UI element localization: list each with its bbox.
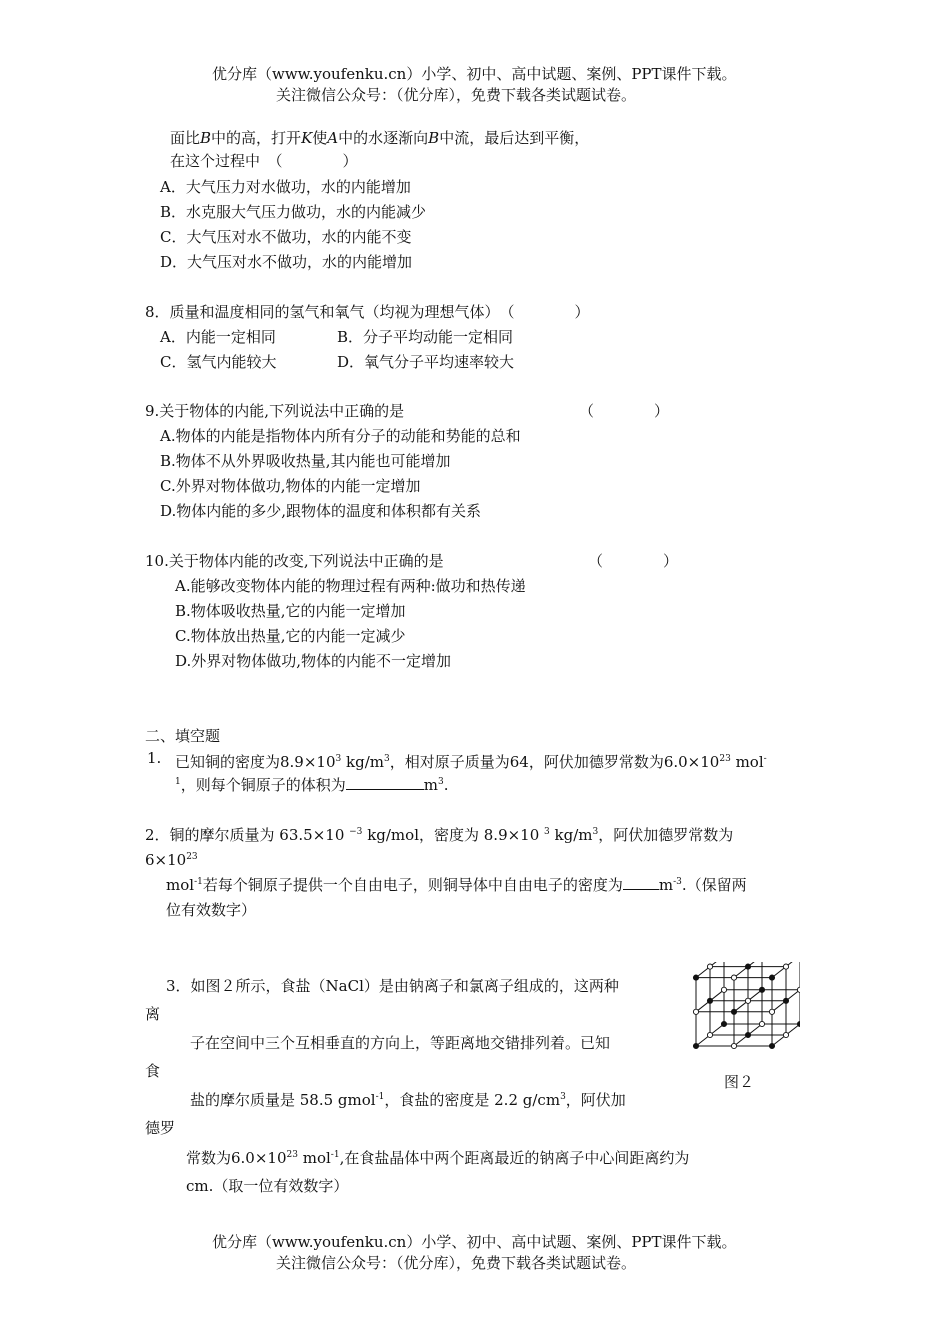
chloride-ion xyxy=(745,998,750,1003)
sodium-ion xyxy=(731,1009,736,1014)
fill2-answer-blank[interactable] xyxy=(623,875,659,890)
chloride-ion xyxy=(731,1043,736,1048)
q10-option-c: C.物体放出热量,它的内能一定减少 xyxy=(175,627,406,645)
figure-2-label: 图２ xyxy=(724,1073,755,1091)
nacl-crystal-lattice-figure xyxy=(688,962,800,1060)
sodium-ion xyxy=(797,1021,800,1026)
header-line-2: 关注微信公众号：（优分库），免费下载各类试题试卷。 xyxy=(276,86,637,104)
chloride-ion xyxy=(731,975,736,980)
q7-option-b: B．水克服大气压力做功，水的内能减少 xyxy=(160,203,427,221)
q10-option-a: A.能够改变物体内能的物理过程有两种:做功和热传递 xyxy=(175,577,526,595)
fill3-line-8: cm.（取一位有效数字） xyxy=(186,1177,349,1195)
fill3-line-6: 德罗 xyxy=(145,1119,176,1137)
q10-answer-paren: （ ） xyxy=(588,552,679,570)
q9-stem: 9.关于物体的内能,下列说法中正确的是 xyxy=(145,402,405,420)
q7-option-d: D．大气压对水不做功，水的内能增加 xyxy=(160,253,413,271)
sodium-ion xyxy=(693,1043,698,1048)
fill2-line-2: $6\times 10^{23}$ xyxy=(145,851,198,869)
chloride-ion xyxy=(769,1009,774,1014)
fill1-answer-blank[interactable] xyxy=(346,775,424,790)
sodium-ion xyxy=(745,1032,750,1037)
fill3-line-3: 子在空间中三个互相垂直的方向上，等距离地交错排列着。已知 xyxy=(190,1034,611,1052)
q9-option-d: D.物体内能的多少,跟物体的温度和体积都有关系 xyxy=(160,502,482,520)
lattice-ions xyxy=(693,962,800,1049)
q8-option-d: D．氧气分子平均速率较大 xyxy=(337,353,515,371)
q10-option-b: B.物体吸收热量,它的内能一定增加 xyxy=(175,602,406,620)
chloride-ion xyxy=(707,1032,712,1037)
chloride-ion xyxy=(797,987,800,992)
q9-option-b: B.物体不从外界吸收热量,其内能也可能增加 xyxy=(160,452,451,470)
header-line-1: 优分库（www.youfenku.cn）小学、初中、高中试题、案例、PPT课件下载。 xyxy=(212,65,737,83)
footer-line-2: 关注微信公众号：（优分库），免费下载各类试题试卷。 xyxy=(276,1254,637,1272)
fill1-line-2: $^1$，则每个铜原子的体积为 $m^3$. xyxy=(175,776,449,794)
sodium-ion xyxy=(693,975,698,980)
fill1-number: 1. xyxy=(147,749,162,767)
q8-option-a: A．内能一定相同 xyxy=(160,328,276,346)
q9-answer-paren: （ ） xyxy=(579,402,670,420)
sodium-ion xyxy=(769,975,774,980)
chloride-ion xyxy=(759,1021,764,1026)
chloride-ion xyxy=(707,964,712,969)
fill3-line-4: 食 xyxy=(145,1062,161,1080)
fill2-line-1: 2．铜的摩尔质量为 63.5×10 $^{-3}$ kg/mol，密度为 8.9×10 $^3$ $kg/m^3$，阿伏加德罗常数为 xyxy=(145,826,734,844)
sodium-ion xyxy=(759,987,764,992)
section-title-fill-in: 二、填空题 xyxy=(145,727,221,745)
q8-stem: 8．质量和温度相同的氢气和氧气（均视为理想气体） （ ） xyxy=(145,303,590,321)
q9-option-a: A.物体的内能是指物体内所有分子的动能和势能的总和 xyxy=(160,427,521,445)
footer-line-1: 优分库（www.youfenku.cn）小学、初中、高中试题、案例、PPT课件下载。 xyxy=(212,1233,737,1251)
chloride-ion xyxy=(783,964,788,969)
q7-option-a: A．大气压力对水做功，水的内能增加 xyxy=(160,178,411,196)
q9-option-c: C.外界对物体做功,物体的内能一定增加 xyxy=(160,477,421,495)
q8-option-b: B．分子平均动能一定相同 xyxy=(337,328,514,346)
sodium-ion xyxy=(783,998,788,1003)
fill1-line-1: 已知铜的密度为$8.9\times 10^3$ $kg/m^3$，相对原子质量为64，阿伏加德罗常数为$6.0\times 10^{23}$ mol- xyxy=(175,753,767,771)
chloride-ion xyxy=(721,987,726,992)
q7-continuation-2: 在这个过程中 （ ） xyxy=(170,152,358,170)
q10-option-d: D.外界对物体做功,物体的内能不一定增加 xyxy=(175,652,452,670)
fill3-line-2: 离 xyxy=(145,1005,161,1023)
sodium-ion xyxy=(745,964,750,969)
fill3-line-5: 盐的摩尔质量是 58.5 gmol$^{-1}$，食盐的密度是 2.2 $g/cm^3$，阿伏加 xyxy=(190,1091,626,1109)
fill2-line-4: 位有效数字） xyxy=(166,901,257,919)
fill3-line-1: 3．如图２所示，食盐（NaCl）是由钠离子和氯离子组成的，这两种 xyxy=(166,977,619,995)
fill2-line-3: mol$^{-1}$若每个铜原子提供一个自由电子，则铜导体中自由电子的密度为 $m^{-3}$.（保留两 xyxy=(166,876,747,894)
sodium-ion xyxy=(721,1021,726,1026)
chloride-ion xyxy=(693,1009,698,1014)
sodium-ion xyxy=(769,1043,774,1048)
q7-option-c: C．大气压对水不做功，水的内能不变 xyxy=(160,228,412,246)
sodium-ion xyxy=(707,998,712,1003)
fill3-line-7: 常数为$6.0\times 10^{23}$ mol$^{-1}$,在食盐晶体中两个距离最近的钠离子中心间距离约为 xyxy=(186,1149,690,1167)
chloride-ion xyxy=(783,1032,788,1037)
q7-continuation-1: 面比B中的高，打开K使A中的水逐渐向B中流，最后达到平衡， xyxy=(170,129,590,147)
q10-stem: 10.关于物体内能的改变,下列说法中正确的是 xyxy=(145,552,444,570)
q8-option-c: C．氢气内能较大 xyxy=(160,353,277,371)
